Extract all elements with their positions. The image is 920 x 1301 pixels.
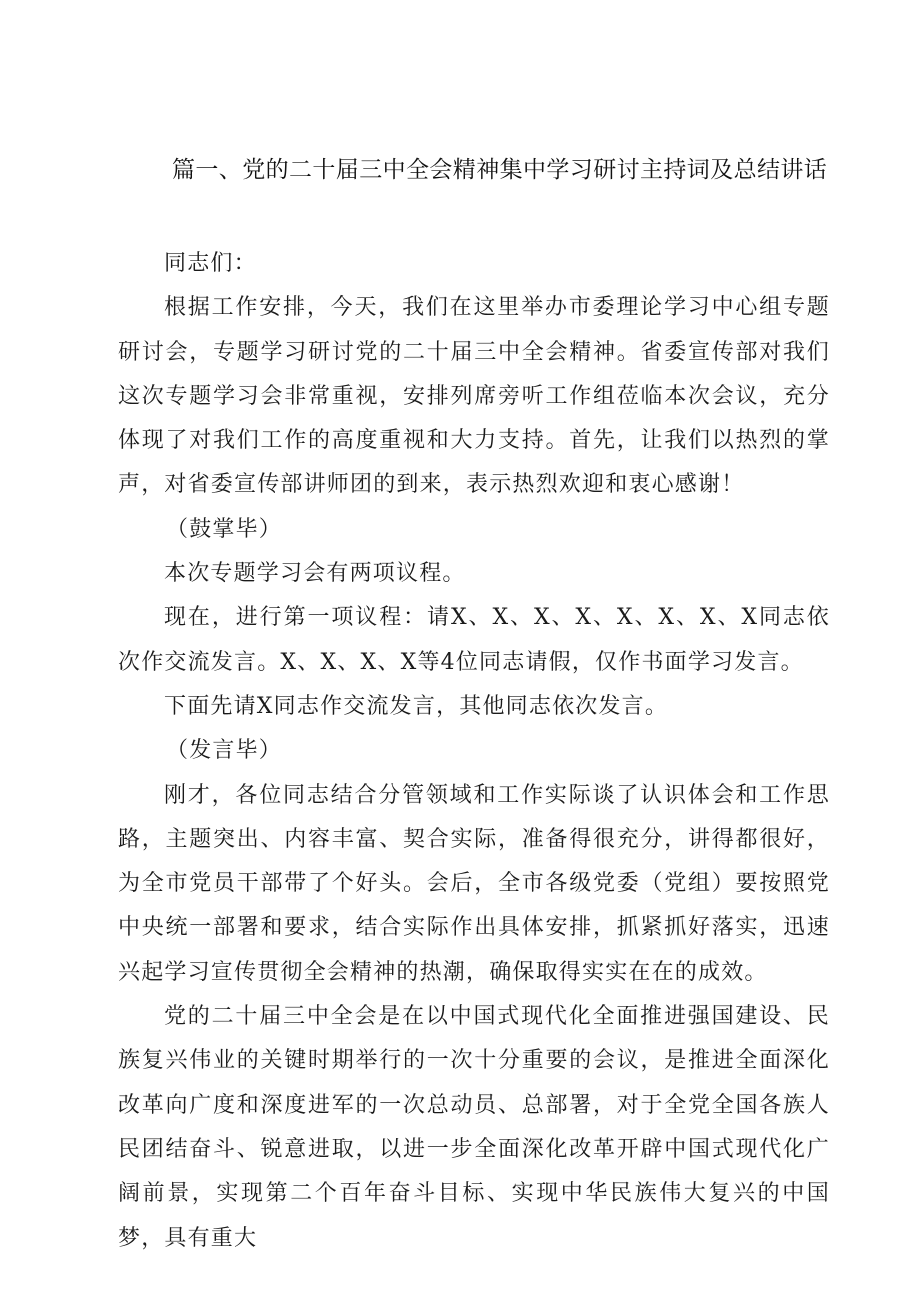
document-body (118, 242, 830, 1261)
agenda-paragraph: 本次专题学习会有两项议程。 (164, 561, 466, 587)
opening-paragraph: 根据工作安排，今天，我们在这里举办市委理论学习中心组专题研讨会，专题学习研讨党的二十届三中全会精神。省委宣传部对我们这次专题学习会非常重视，安排列席旁听工作组莅临本次会议，充分体现了对我们工作的高度重视和大力支持。首先，让我们以热烈的掌声，对省委宣传部讲师团的到来，表示热烈欢迎和衷心感谢！ (118, 295, 830, 498)
significance-paragraph: 党的二十届三中全会是在以中国式现代化全面推进强国建设、民族复兴伟业的关键时期举行的一次十分重要的会议，是推进全面深化改革向广度和深度进军的一次总动员、总部署，对于全党全国各族人民团结奋斗、锐意进取，以进一步全面深化改革开辟中国式现代化广阔前景，实现第二个百年奋斗目标、实现中华民族伟大复兴的中国梦，具有重大 (118, 1004, 830, 1251)
stage-direction-speeches: （发言毕） (166, 738, 283, 764)
first-agenda-paragraph: 现在，进行第一项议程：请X、X、X、X、X、X、X、X同志依次作交流发言。X、X、X、X等4位同志请假，仅作书面学习发言。 (118, 605, 830, 675)
document-title: 篇一、党的二十届三中全会精神集中学习研讨主持词及总结讲话 (172, 157, 828, 183)
stage-direction-applause: （鼓掌毕） (166, 516, 283, 542)
summary-paragraph: 刚才，各位同志结合分管领域和工作实际谈了认识体会和工作思路，主题突出、内容丰富、契合实际，准备得很充分，讲得都很好，为全市党员干部带了个好头。会后，全市各级党委（党组）要按照党中央统一部署和要求，结合实际作出具体安排，抓紧抓好落实，迅速兴起学习宣传贯彻全会精神的热潮，确保取得实实在在的成效。 (118, 782, 830, 985)
speaker-order-paragraph: 下面先请X同志作交流发言，其他同志依次发言。 (164, 693, 669, 719)
salutation: 同志们： (164, 251, 257, 276)
